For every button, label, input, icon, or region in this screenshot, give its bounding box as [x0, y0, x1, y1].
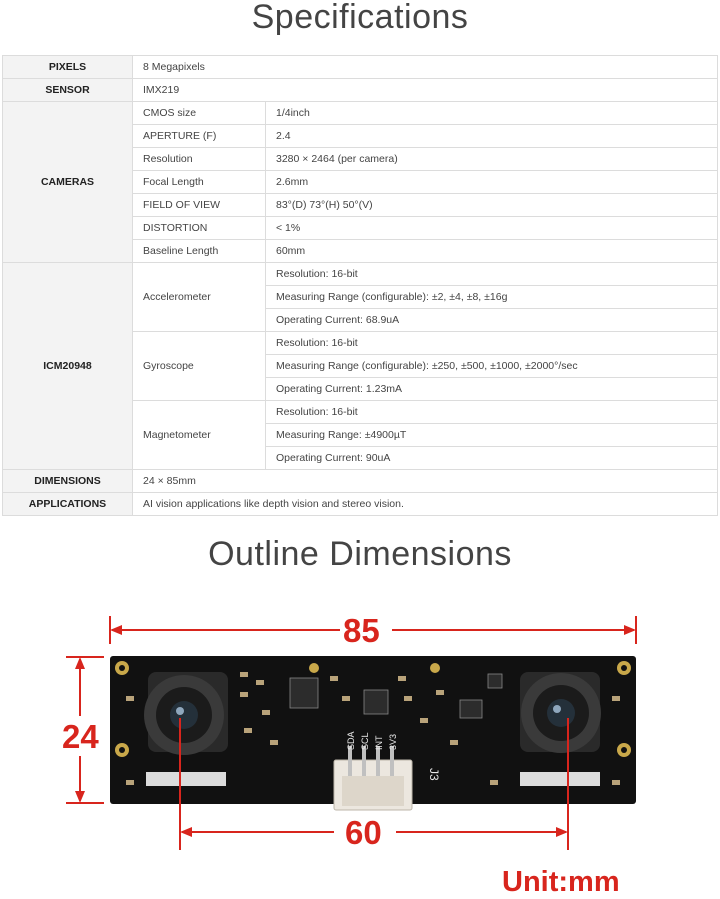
- camera-param-value: 60mm: [266, 240, 718, 263]
- table-row: [3, 79, 718, 102]
- sensor-group-value: Resolution: 16-bit: [266, 263, 718, 286]
- camera-param-value: 2.6mm: [266, 171, 718, 194]
- sensor-group-value: Resolution: 16-bit: [266, 332, 718, 355]
- table-row: [3, 102, 718, 125]
- row-value-sensor: IMX219: [133, 79, 718, 102]
- sensor-group-name: Magnetometer: [133, 401, 266, 470]
- right-ribbon-connector: [520, 772, 600, 786]
- row-label-cameras: CAMERAS: [3, 102, 133, 263]
- left-ribbon-connector: [146, 772, 226, 786]
- camera-param-name: FIELD OF VIEW: [133, 194, 266, 217]
- camera-param-name: DISTORTION: [133, 217, 266, 240]
- camera-param-name: Baseline Length: [133, 240, 266, 263]
- camera-param-name: APERTURE (F): [133, 125, 266, 148]
- table-row: [3, 493, 718, 516]
- sensor-group-name: Accelerometer: [133, 263, 266, 332]
- camera-param-name: CMOS size: [133, 102, 266, 125]
- pin-label-3v3: 3V3: [388, 733, 398, 750]
- camera-param-value: 3280 × 2464 (per camera): [266, 148, 718, 171]
- sensor-group-value: Measuring Range (configurable): ±2, ±4, ±8, ±16g: [266, 286, 718, 309]
- baseline-label: 60: [345, 814, 382, 851]
- sensor-group-value: Resolution: 16-bit: [266, 401, 718, 424]
- camera-param-name: Resolution: [133, 148, 266, 171]
- row-label-applications: APPLICATIONS: [3, 493, 133, 516]
- row-value-dimensions: 24 × 85mm: [133, 470, 718, 493]
- outline-dimensions-heading: Outline Dimensions: [208, 535, 512, 573]
- sensor-group-value: Measuring Range: ±4900µT: [266, 424, 718, 447]
- row-label-icm20948: ICM20948: [3, 263, 133, 470]
- row-label-dimensions: DIMENSIONS: [3, 470, 133, 493]
- right-camera-lens: [520, 672, 601, 753]
- sensor-group-value: Operating Current: 90uA: [266, 447, 718, 470]
- pin-label-scl: SCL: [360, 732, 370, 750]
- camera-param-value: < 1%: [266, 217, 718, 240]
- sensor-group-name: Gyroscope: [133, 332, 266, 401]
- table-row: [3, 263, 718, 286]
- row-value-applications: AI vision applications like depth vision and stereo vision.: [133, 493, 718, 516]
- specifications-heading: Specifications: [251, 0, 469, 36]
- camera-param-value: 1/4inch: [266, 102, 718, 125]
- camera-param-value: 83°(D) 73°(H) 50°(V): [266, 194, 718, 217]
- row-label-sensor: SENSOR: [3, 79, 133, 102]
- table-row: [3, 470, 718, 493]
- sensor-group-value: Operating Current: 1.23mA: [266, 378, 718, 401]
- outline-diagram: [0, 600, 720, 899]
- table-row: [3, 56, 718, 79]
- unit-label: Unit:mm: [502, 866, 620, 898]
- camera-param-name: Focal Length: [133, 171, 266, 194]
- row-value-pixels: 8 Megapixels: [133, 56, 718, 79]
- row-label-pixels: PIXELS: [3, 56, 133, 79]
- width-label: 85: [343, 612, 380, 649]
- pin-label-int: INT: [374, 735, 384, 750]
- pin-label-sda: SDA: [346, 731, 356, 750]
- camera-param-value: 2.4: [266, 125, 718, 148]
- height-label: 24: [62, 718, 99, 755]
- sensor-group-value: Operating Current: 68.9uA: [266, 309, 718, 332]
- sensor-group-value: Measuring Range (configurable): ±250, ±500, ±1000, ±2000°/sec: [266, 355, 718, 378]
- j3-label: J3: [427, 768, 441, 781]
- left-camera-lens: [144, 672, 228, 755]
- specifications-table: [2, 55, 718, 516]
